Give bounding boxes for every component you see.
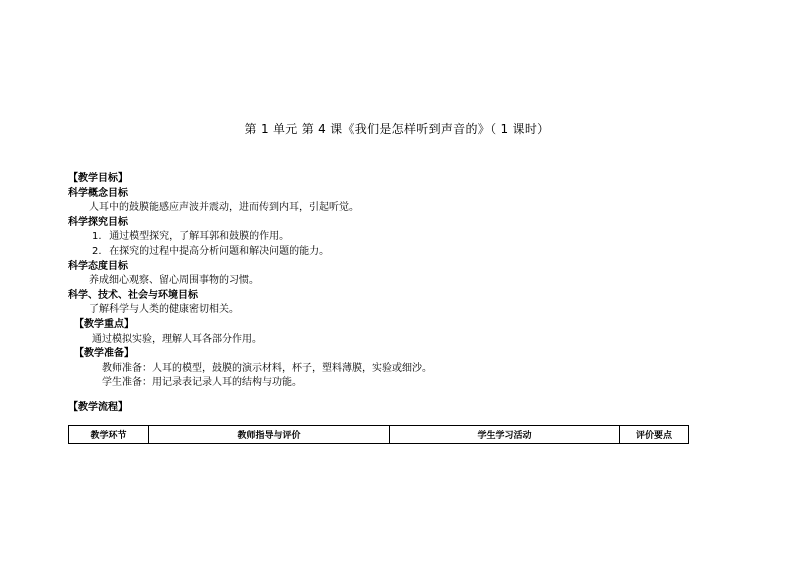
sts-heading: 科学、技术、社会与环境目标 bbox=[68, 289, 198, 301]
inquiry-item bbox=[68, 245, 708, 260]
key-text: 通过模拟实验，理解人耳各部分作用。 bbox=[92, 333, 262, 345]
prep-heading: 【教学准备】 bbox=[74, 348, 134, 360]
inquiry-heading: 科学探究目标 bbox=[68, 216, 128, 228]
inquiry-item-number: 1. bbox=[92, 231, 102, 243]
key-heading: 【教学重点】 bbox=[74, 318, 134, 330]
attitude-heading: 科学态度目标 bbox=[68, 260, 128, 272]
objectives-heading: 【教学目标】 bbox=[68, 173, 128, 184]
page-title: 第 1 单元 第 4 课《我们是怎样听到声音的》（ 1 课时） bbox=[244, 122, 550, 136]
process-heading: 【教学流程】 bbox=[68, 401, 128, 413]
table-header-cell: 学生学习活动 bbox=[390, 426, 620, 444]
sts-text: 了解科学与人类的健康密切相关。 bbox=[89, 304, 239, 316]
concept-text: 人耳中的鼓膜能感应声波并震动，进而传到内耳，引起听觉。 bbox=[89, 202, 359, 214]
attitude-text: 养成细心观察、留心周围事物的习惯。 bbox=[89, 275, 259, 287]
table-header-cell: 教师指导与评价 bbox=[149, 426, 390, 444]
lesson-content bbox=[68, 172, 708, 416]
inquiry-item-text: 在探究的过程中提高分析问题和解决问题的能力。 bbox=[109, 245, 330, 257]
inquiry-item-text: 通过模型探究，了解耳郭和鼓膜的作用。 bbox=[109, 231, 290, 243]
prep-teacher: 教师准备：人耳的模型，鼓膜的演示材料，杯子，塑料薄膜，实验或细沙。 bbox=[102, 362, 432, 374]
inquiry-item-number: 2. bbox=[92, 245, 102, 257]
concept-heading: 科学概念目标 bbox=[68, 187, 128, 199]
inquiry-item bbox=[68, 230, 708, 245]
table-header-cell: 评价要点 bbox=[620, 426, 689, 444]
table-header-cell: 教学环节 bbox=[69, 426, 149, 444]
prep-student: 学生准备：用记录表记录人耳的结构与功能。 bbox=[102, 377, 302, 389]
lesson-flow-table bbox=[68, 425, 689, 444]
table-header-row bbox=[69, 426, 689, 444]
